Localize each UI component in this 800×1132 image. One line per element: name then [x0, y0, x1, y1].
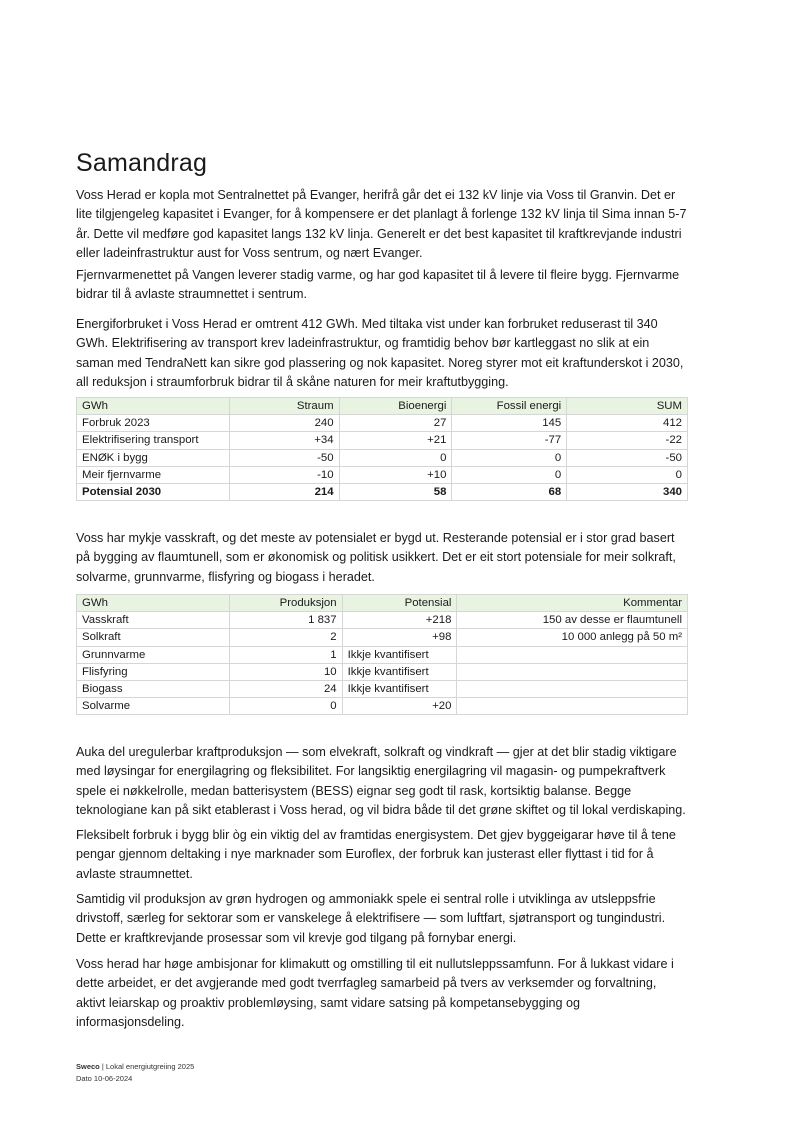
table-cell	[457, 646, 688, 663]
table-cell: 0	[229, 698, 342, 715]
table-cell: 0	[452, 466, 567, 483]
paragraph-energy-use: Energiforbruket i Voss Herad er omtrent 412 GWh. Med tiltaka vist under kan forbruket reduserast til 340 GWh. Elektrifisering av transport krev ladeinfrastruktur, og framtidig behov bør kartleggast no slik at ein saman med TendraNett kan sikre god plassering og nok kapasitet. Noreg styrer mot eit kraftunderskot i 2030, all reduksjon i straumforbruk bidrar til å skåne naturen for meir kraftutbygging.	[76, 317, 684, 389]
paragraph-flexible-consumption: Fleksibelt forbruk i bygg blir òg ein viktig del av framtidas energisystem. Det gjev byggeigarar høve til å tene pengar gjennom deltaking i nye marknader som Euroflex, der forbruk kan justerast eller flyttast i tid for å avlaste straumnettet.	[76, 828, 676, 881]
table-header-cell: Potensial	[342, 595, 457, 612]
paragraph-hydropower: Voss har mykje vasskraft, og det meste av potensialet er bygd ut. Resterande potensial er i stor grad basert på bygging av flaumtunell, som er økonomisk og politisk usikkert. Det er eit stort potensiale for meir solkraft, solvarme, grunnvarme, flisfyring og biogass i heradet.	[76, 531, 676, 584]
paragraph-grid-connection: Voss Herad er kopla mot Sentralnettet på Evanger, herifrå går det ei 132 kV linje via Voss til Granvin. Det er lite tilgjengeleg kapasitet i Evanger, for å kompensere er det planlagt å forlenge 132 kV linja til Sima innan 5-7 år. Dette vil medføre god kapasitet langs 132 kV linja. Generelt er det best kapasitet til kraftkrevjande industri eller ladeinfrastruktur aust for Voss sentrum, og nært Evanger.	[76, 188, 687, 260]
paragraph-storage-flexibility: Auka del uregulerbar kraftproduksjon — som elvekraft, solkraft og vindkraft — gjer at det blir stadig viktigare med løysingar for energilagring og fleksibilitet. For langsiktig energilagring vil magasin- og pumpekraftverk spele ei nøkkelrolle, medan batterisystem (BESS) eignar seg godt til rask, kortsiktig balanse. Begge teknologiane kan på sikt etablerast i Voss herad, og vil bidra både til det grøne skiftet og til lokal verdiskaping.	[76, 745, 686, 817]
table-cell: 240	[229, 415, 339, 432]
table-header-cell: Straum	[229, 398, 339, 415]
table-cell: 58	[339, 483, 452, 500]
table-row	[77, 415, 688, 432]
table-cell	[457, 663, 688, 680]
table-row	[77, 698, 688, 715]
table-header-row	[77, 595, 688, 612]
table-header-cell: Fossil energi	[452, 398, 567, 415]
table-total-row	[77, 483, 688, 500]
table-row	[77, 466, 688, 483]
table-cell: Ikkje kvantifisert	[342, 646, 457, 663]
table-cell: -50	[567, 449, 688, 466]
table-cell: Solvarme	[77, 698, 230, 715]
paragraph-ambitions: Voss herad har høge ambisjonar for klimakutt og omstilling til eit nullutsleppssamfunn. For å lukkast vidare i dette arbeidet, er det avgjerande med godt tverrfagleg samarbeid på tvers av verksemder og forvaltning, aktivt leiarskap og proaktiv problemløysing, samt vidare satsing på kompetansebygging og informasjonsdeling.	[76, 957, 674, 1029]
table-cell: +218	[342, 612, 457, 629]
table-cell: 340	[567, 483, 688, 500]
table-cell: 68	[452, 483, 567, 500]
table-header-cell: SUM	[567, 398, 688, 415]
energy-consumption-table	[76, 397, 688, 501]
table-cell: +20	[342, 698, 457, 715]
table-header-cell: GWh	[77, 595, 230, 612]
table-cell: Meir fjernvarme	[77, 466, 230, 483]
footer-separator: |	[99, 1062, 106, 1071]
table-cell: 24	[229, 680, 342, 697]
document-date: Dato 10-06-2024	[76, 1074, 133, 1083]
table-cell: 1 837	[229, 612, 342, 629]
table-cell: 27	[339, 415, 452, 432]
table-cell: -10	[229, 466, 339, 483]
table-row	[77, 432, 688, 449]
table-row	[77, 646, 688, 663]
table-header-cell: Kommentar	[457, 595, 688, 612]
table-cell	[457, 698, 688, 715]
table-row	[77, 629, 688, 646]
energy-production-table	[76, 594, 688, 715]
table-cell: Biogass	[77, 680, 230, 697]
table-cell: Flisfyring	[77, 663, 230, 680]
table-cell: +98	[342, 629, 457, 646]
table-cell: Ikkje kvantifisert	[342, 663, 457, 680]
table-cell: +21	[339, 432, 452, 449]
table-row	[77, 612, 688, 629]
table-cell: -50	[229, 449, 339, 466]
table-cell: Potensial 2030	[77, 483, 230, 500]
table-cell: -22	[567, 432, 688, 449]
table-cell: 1	[229, 646, 342, 663]
table-cell: 0	[567, 466, 688, 483]
table-cell: 10	[229, 663, 342, 680]
table-cell: +10	[339, 466, 452, 483]
table-cell: 0	[452, 449, 567, 466]
paragraph-hydrogen: Samtidig vil produksjon av grøn hydrogen og ammoniakk spele ei sentral rolle i utviklinga av utsleppsfrie drivstoff, særleg for sektorar som er vanskelege å elektrifisere — som luftfart, sjøtransport og tungindustri. Dette er kraftkrevjande prosessar som vil krevje god tilgang på fornybar energi.	[76, 892, 666, 945]
table-row	[77, 663, 688, 680]
table-cell: Elektrifisering transport	[77, 432, 230, 449]
table-cell: 2	[229, 629, 342, 646]
table-cell: 10 000 anlegg på 50 m²	[457, 629, 688, 646]
table-cell: 0	[339, 449, 452, 466]
table-cell: Vasskraft	[77, 612, 230, 629]
paragraph-district-heating: Fjernvarmenettet på Vangen leverer stadig varme, og har god kapasitet til å levere til fleire bygg. Fjernvarme bidrar til å avlaste straumnettet i sentrum.	[76, 268, 680, 302]
table-cell: -77	[452, 432, 567, 449]
table-header-cell: GWh	[77, 398, 230, 415]
page-footer	[76, 1061, 194, 1085]
table-cell	[457, 680, 688, 697]
table-cell: ENØK i bygg	[77, 449, 230, 466]
table-row	[77, 449, 688, 466]
table-cell: Solkraft	[77, 629, 230, 646]
table-cell: 412	[567, 415, 688, 432]
table-cell: Grunnvarme	[77, 646, 230, 663]
table-header-cell: Bioenergi	[339, 398, 452, 415]
table-row	[77, 680, 688, 697]
table-cell: Forbruk 2023	[77, 415, 230, 432]
table-header-row	[77, 398, 688, 415]
company-name: Sweco	[76, 1062, 100, 1071]
table-cell: 214	[229, 483, 339, 500]
table-cell: 150 av desse er flaumtunell	[457, 612, 688, 629]
table-cell: 145	[452, 415, 567, 432]
page-title: Samandrag	[76, 149, 208, 177]
table-cell: Ikkje kvantifisert	[342, 680, 457, 697]
table-header-cell: Produksjon	[229, 595, 342, 612]
document-name: Lokal energiutgreiing 2025	[105, 1062, 195, 1071]
table-cell: +34	[229, 432, 339, 449]
